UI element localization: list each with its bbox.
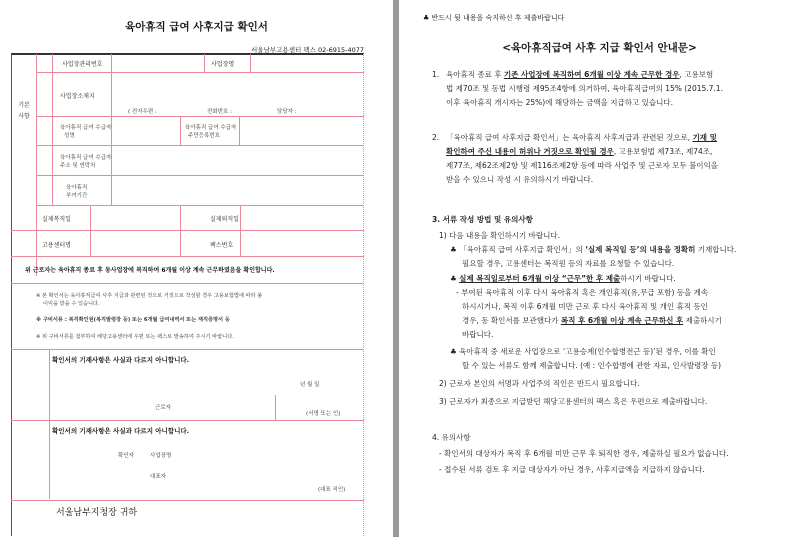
s2-line-3: 제77조, 제62조제2항 및 제116조제2항 등에 따라 사업주 및 근로자 모두 불이익을 [446,161,719,170]
s1-line-1: 육아휴직 종료 후 기존 사업장에 복직하여 6개월 이상 계속 근무한 경우, 고용보험 [446,70,714,79]
label-center-name: 고용센터명 [42,242,71,249]
s4-line-1: - 확인서의 대상자가 복직 후 6개월 미만 근무 후 퇴직한 경우, 제출하실 필요가 없습니다. [439,449,729,458]
form-title: 육아휴직 급여 사후지급 확인서 [125,21,268,33]
sign2-seal: (대표 직인) [318,487,346,493]
s3-d3: 경우, 동 확인서를 보관했다가 복직 후 6개월 이상 계속 근무하신 후 제출하시기 [462,316,722,325]
label-biz-address: 사업장소재지 [60,93,95,100]
s3-d2: 하시시거나, 복직 이후 6개월 미만 근로 후 다시 육아휴직 및 개인 휴직 등인 [462,302,708,311]
note-3: ※ 위 구비서류를 첨부하여 해당고용센터에 우편 또는 팩스로 발송하여 주시기 바랍니다. [36,334,234,340]
sign1-sign: (서명 또는 인) [306,411,341,417]
sign2-ceo: 대표자 [150,474,166,480]
label-biz-name: 사업장명 [211,61,235,68]
guide-page [399,0,800,537]
s3-p3: 3) 근로자가 최종으로 지급받던 해당고용센터의 팩스 혹은 우편으로 제출바랍니다. [439,397,708,406]
label-fax-no: 팩스번호 [210,242,234,249]
sign1-worker-label: 근로자 [155,405,171,411]
form-page [0,0,393,537]
note-1b: 이익을 받을 수 있습니다. [43,301,100,307]
confirm-statement: 위 근로자는 육아휴직 종료 후 동사업장에 복직하여 6개월 이상 계속 근무하였음을 확인합니다. [25,267,275,274]
s3-b3-line-2: 할 수 있는 서류도 함께 제출합니다. (예 : 인수합병에 관한 자료, 인사발령장 등) [462,361,722,370]
label-actual-retire: 실제퇴직일 [210,216,239,223]
label-applicant-name-1: 육아휴직 급여 수급자 [60,125,112,131]
sign2-confirmer: 확인자 [118,453,134,459]
side-label: 기본사항 [18,102,30,120]
sign1-title: 확인서의 기재사항은 사실과 다르지 아니합니다. [52,356,190,364]
s4-line-2: - 접수된 서류 검토 후 지급 대상자가 아닌 경우, 사후지급액을 지급하지 않습니다. [439,465,705,474]
s3-b3-line-1: ♣ 육아휴직 중 새로운 사업장으로 ‘고용승계(인수합병전근 등)’된 경우, 이를 확인 [450,347,716,356]
s3-p2: 2) 근로자 본인의 서명과 사업주의 직인은 반드시 필요합니다. [439,379,640,388]
s3-p1: 1) 다음 내용을 확인하시기 바랍니다. [439,231,561,240]
addressee: 서울남부지청장 귀하 [56,508,138,518]
s2-line-2: 확인하여 주신 내용이 허위나 거짓으로 확인될 경우, 고용보험법 제73조, 제74조, [446,147,713,156]
s2-line-4: 받을 수 있으니 작성 시 유의하시기 바랍니다. [446,175,594,184]
s4-heading: 4. 유의사항 [432,433,471,442]
label-applicant-rrn-2: 주민등록번호 [188,133,220,139]
label-manager: 담당자 : [277,109,297,115]
label-leave-period-1: 육아휴직 [66,185,88,191]
guide-title: <육아휴직급여 사후 지급 확인서 안내문> [502,42,697,54]
sign2-biz-name: 사업장명 [150,453,172,459]
s2-line-1: 「육아휴직 급여 사후지급 확인서」는 육아휴직 사후지급과 관련된 것으로, 기재 및 [446,133,717,142]
label-applicant-addr-2: 주소 및 연락처 [60,163,96,169]
label-phone: 전화번호 : [207,109,232,115]
s3-b1-line-2: 필요할 경우, 고용센터는 복직원 등의 자료를 요청할 수 있습니다. [462,259,675,268]
sign2-title: 확인서의 기재사항은 사실과 다르지 아니합니다. [52,427,190,435]
s3-heading: 3. 서류 작성 방법 및 유의사항 [432,215,533,224]
label-applicant-addr-1: 육아휴직 급여 수급자 [60,155,112,161]
s3-d4: 바랍니다. [462,330,494,339]
label-applicant-name-2: 성명 [64,133,75,139]
label-applicant-rrn-1: 육아휴직 급여 수급자 [185,125,237,131]
s1-num: 1. [432,70,440,79]
note-1a: ※ 본 확인서는 육아휴직급여 사후 지급과 관련된 것으로 거짓으로 작성할 경우 고용보험법에 따라 불 [36,293,263,299]
s3-d1: - 부여된 육아휴직 이후 다시 육아휴직 혹은 개인휴직(유,무급 포함) 등을 계속 [456,288,709,297]
s1-line-3: 이후 육아휴직 개시자는 25%)에 해당하는 금액을 지급하고 있습니다. [446,98,674,107]
label-leave-period-2: 부여기간 [66,193,88,199]
note-2: ※ 구비서류 : 복직확인원(복직발령장 등) 또는 6개월 급여내역서 또는 재직증명서 등 [36,317,230,323]
sign1-date: 년 월 일 [300,382,320,388]
s1-line-2: 법 제70조 및 동법 시행령 제95조4항에 의거하여, 육아휴직급여의 15% (2015.7.1. [446,84,723,93]
s2-num: 2. [432,133,440,142]
label-biz-no: 사업장관리번호 [62,61,103,68]
guide-top-note: ♣ 반드시 뒷 내용을 숙지하신 후 제출바랍니다 [423,14,565,22]
label-email: ( 전자우편 : [128,109,157,115]
s3-b2: ♣ 실제 복직일로부터 6개월 이상 “근무”한 후 제출하시기 바랍니다. [450,274,676,283]
fax-line: 서울남부고용센터 팩스 02-6915-4077 [251,46,364,54]
s3-b1-line-1: ♣ 「육아휴직 급여 사후지급 확인서」의 ‘실제 복직일 등’의 내용을 정확히 기재합니다. [450,245,737,254]
label-actual-return: 실제복직일 [42,216,71,223]
